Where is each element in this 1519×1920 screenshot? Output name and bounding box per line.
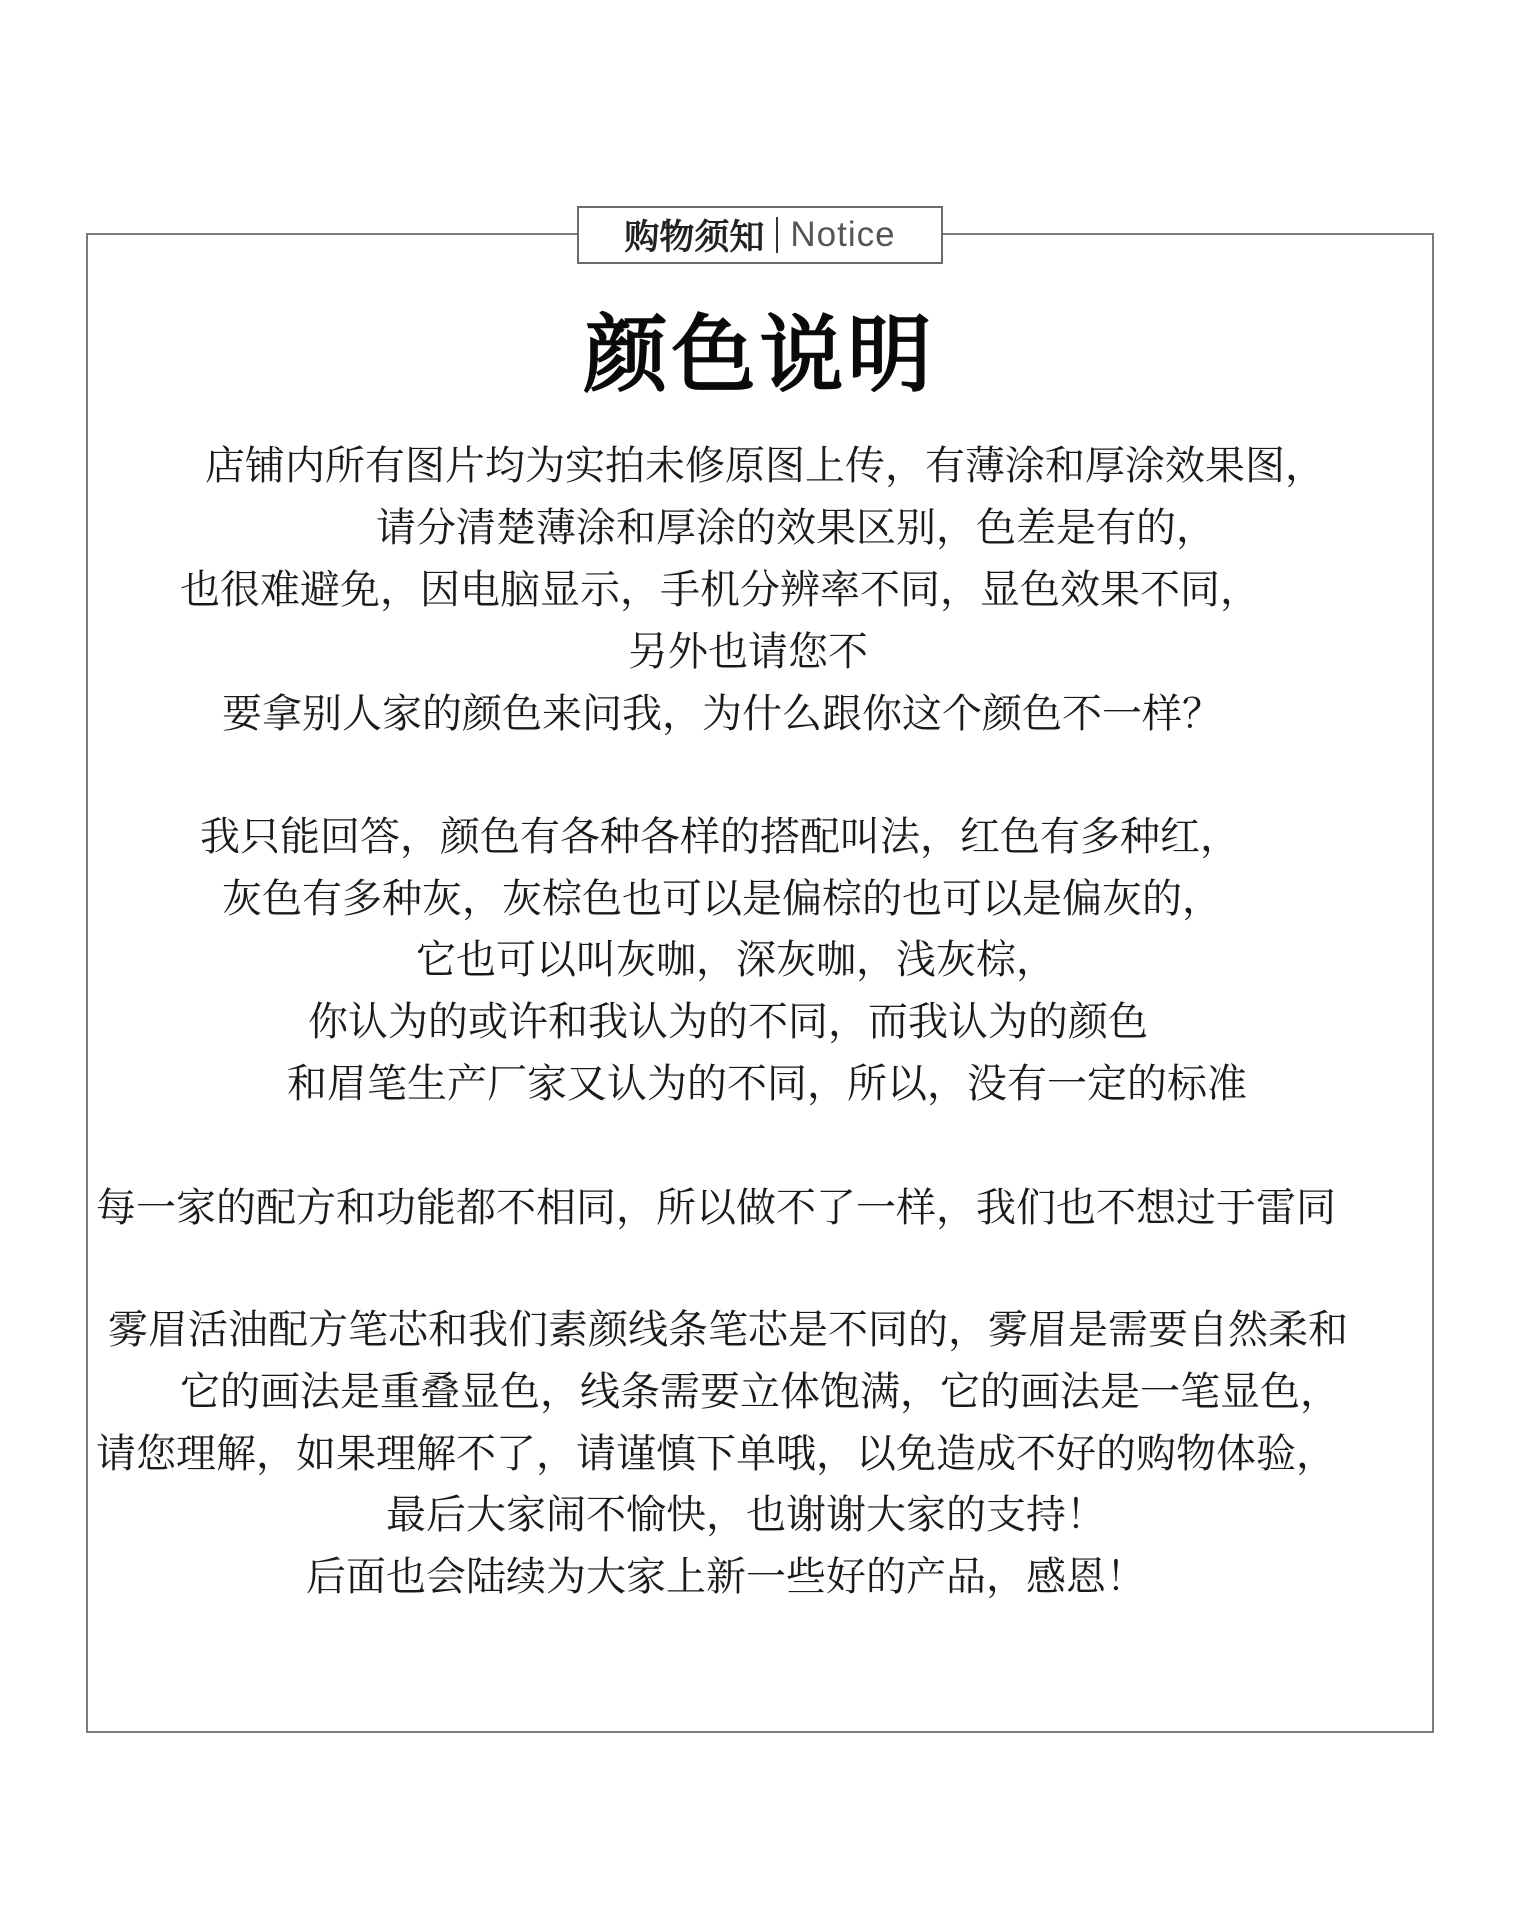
notice-line: 我只能回答，颜色有各种各样的搭配叫法，红色有多种红， [200,814,1240,860]
notice-line: 也很难避免，因电脑显示，手机分辨率不同，显色效果不同， [180,567,1260,613]
notice-line: 请分清楚薄涂和厚涂的效果区别，色差是有的， [376,505,1216,551]
notice-tab-en-label: Notice [790,215,896,254]
notice-line: 后面也会陆续为大家上新一些好的产品，感恩！ [306,1554,1146,1600]
notice-line: 和眉笔生产厂家又认为的不同，所以，没有一定的标准 [287,1061,1247,1107]
notice-tab [577,206,943,264]
notice-line: 店铺内所有图片均为实拍未修原图上传，有薄涂和厚涂效果图， [205,443,1325,489]
notice-tab-cn-label: 购物须知 [624,218,765,258]
notice-line: 最后大家闹不愉快，也谢谢大家的支持！ [386,1492,1106,1538]
notice-line: 你认为的或许和我认为的不同，而我认为的颜色 [308,999,1148,1045]
notice-line: 灰色有多种灰，灰棕色也可以是偏棕的也可以是偏灰的， [222,876,1222,922]
notice-line: 它的画法是重叠显色，线条需要立体饱满，它的画法是一笔显色， [180,1369,1340,1415]
page-title: 颜色说明 [583,306,936,404]
notice-line: 另外也请您不 [628,629,868,675]
notice-line: 它也可以叫灰咖，深灰咖，浅灰棕， [416,937,1056,983]
notice-line: 每一家的配方和功能都不相同，所以做不了一样，我们也不想过于雷同 [96,1185,1336,1231]
notice-line: 要拿别人家的颜色来问我，为什么跟你这个颜色不一样？ [222,691,1222,737]
notice-line: 雾眉活油配方笔芯和我们素颜线条笔芯是不同的，雾眉是需要自然柔和 [108,1307,1348,1353]
notice-line: 请您理解，如果理解不了，请谨慎下单哦，以免造成不好的购物体验， [96,1431,1336,1477]
notice-tab-divider [776,217,778,253]
